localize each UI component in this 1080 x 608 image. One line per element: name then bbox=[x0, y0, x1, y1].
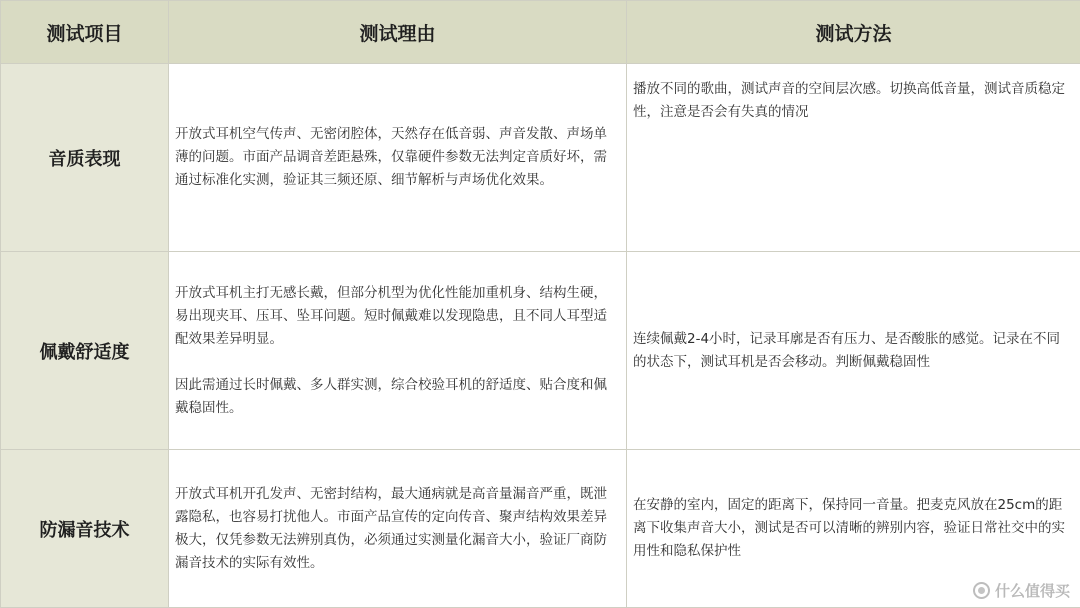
reason-paragraph: 开放式耳机主打无感长戴，但部分机型为优化性能加重机身、结构生硬，易出现夹耳、压耳、坠耳问题。短时佩戴难以发现隐患，且不同人耳型适配效果差异明显。 bbox=[175, 284, 607, 347]
row-method-cell bbox=[627, 252, 1080, 450]
header-test-reason: 测试理由 bbox=[169, 1, 627, 64]
header-test-item: 测试项目 bbox=[1, 1, 169, 64]
reason-paragraph: 开放式耳机空气传声、无密闭腔体，天然存在低音弱、声音发散、声场单薄的问题。市面产品调音差距悬殊，仅靠硬件参数无法判定音质好坏，需通过标准化实测，验证其三频还原、细节解析与声场优化效果。 bbox=[175, 126, 607, 188]
row-reason-cell bbox=[169, 450, 627, 608]
row-item-leak-prevention: 防漏音技术 bbox=[1, 450, 169, 608]
header-test-method: 测试方法 bbox=[627, 1, 1080, 64]
method-paragraph: 播放不同的歌曲，测试声音的空间层次感。切换高低音量，测试音质稳定性，注意是否会有失真的情况 bbox=[633, 80, 1065, 120]
smzdm-logo-icon bbox=[973, 582, 990, 599]
row-reason-cell bbox=[169, 64, 627, 252]
table-row bbox=[1, 64, 1080, 252]
table-row bbox=[1, 252, 1080, 450]
row-item-comfort: 佩戴舒适度 bbox=[1, 252, 169, 450]
table-row bbox=[1, 450, 1080, 608]
watermark bbox=[973, 580, 1070, 601]
row-reason-cell bbox=[169, 252, 627, 450]
reason-paragraph: 因此需通过长时佩戴、多人群实测，综合校验耳机的舒适度、贴合度和佩戴稳固性。 bbox=[175, 376, 607, 416]
method-paragraph: 在安静的室内，固定的距离下，保持同一音量。把麦克风放在25cm的距离下收集声音大小，测试是否可以清晰的辨别内容，验证日常社交中的实用性和隐私保护性 bbox=[633, 497, 1065, 559]
watermark-text: 什么值得买 bbox=[994, 582, 1070, 600]
reason-paragraph: 开放式耳机开孔发声、无密封结构，最大通病就是高音量漏音严重，既泄露隐私，也容易打扰他人。市面产品宣传的定向传音、聚声结构效果差异极大，仅凭参数无法辨别真伪，必须通过实测量化漏音大小，验证厂商防漏音技术的实际有效性。 bbox=[175, 485, 607, 571]
row-method-cell bbox=[627, 64, 1080, 252]
row-item-sound-quality: 音质表现 bbox=[1, 64, 169, 252]
table-header-row bbox=[1, 1, 1080, 64]
method-paragraph: 连续佩戴2-4小时，记录耳廓是否有压力、是否酸胀的感觉。记录在不同的状态下，测试耳机是否会移动。判断佩戴稳固性 bbox=[633, 330, 1061, 370]
